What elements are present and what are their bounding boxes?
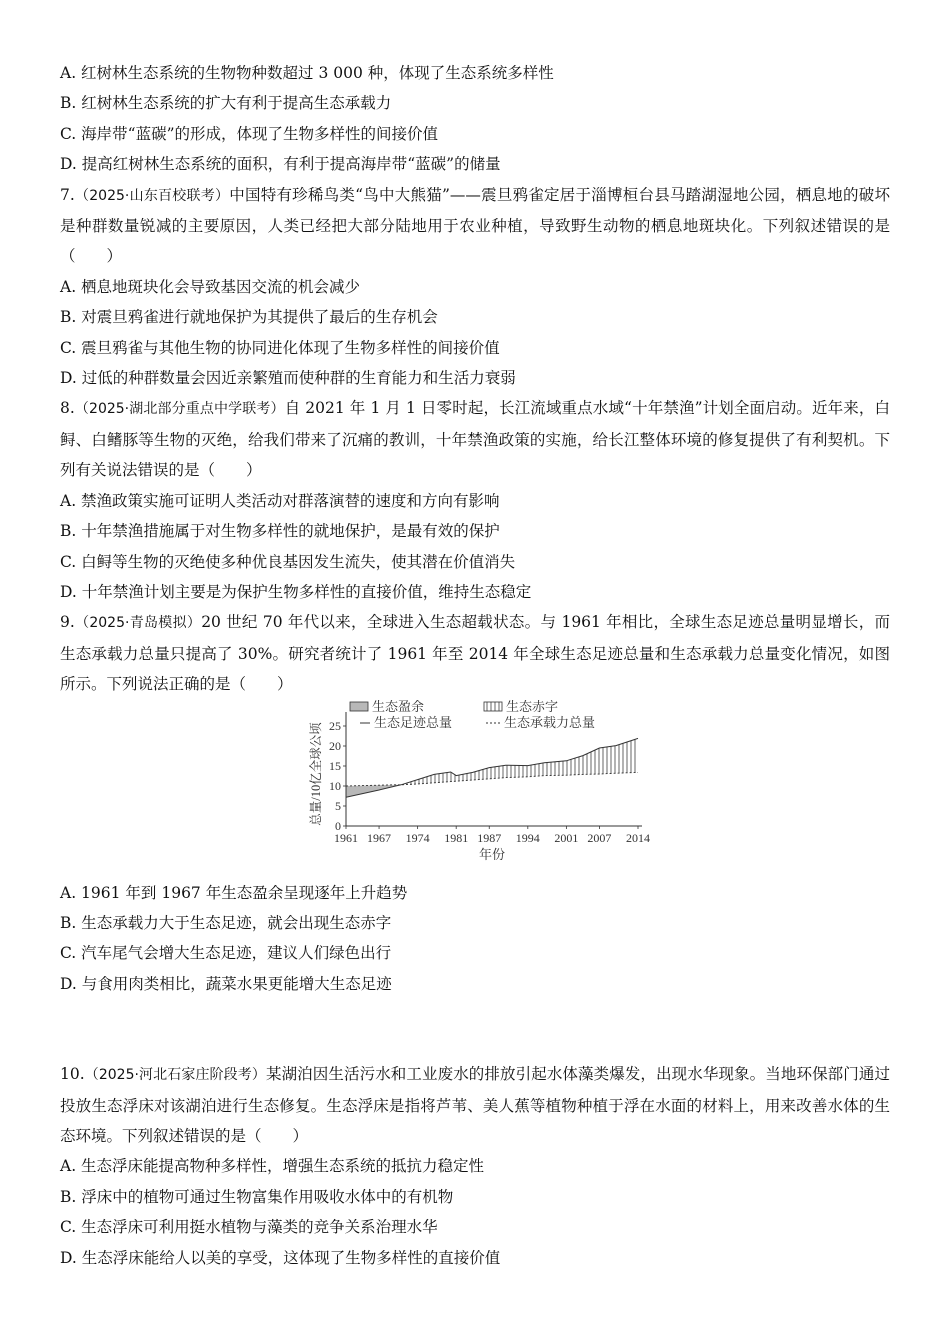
legend-surplus-swatch (350, 702, 368, 711)
deficit-area (401, 738, 638, 784)
option-8c: C. 白鲟等生物的灭绝使多种优良基因发生流失，使其潜在价值消失 (60, 552, 516, 571)
option-10c: C. 生态浮床可利用挺水植物与藻类的竞争关系治理水华 (60, 1218, 438, 1237)
question-7 (60, 180, 890, 394)
chart-plot (346, 738, 638, 797)
question-7-stem (60, 180, 890, 272)
chart-legend (350, 700, 595, 730)
option-7c: C. 震旦鸦雀与其他生物的协同进化体现了生物多样性的间接价值 (60, 338, 500, 357)
y-tick-label: 15 (329, 758, 341, 773)
legend-footprint-label: 生态足迹总量 (374, 714, 453, 730)
legend-deficit-label: 生态赤字 (506, 699, 559, 714)
question-9-source: （2025·青岛模拟） (74, 615, 202, 632)
question-10 (60, 1059, 890, 1273)
option-10d: D. 生态浮床能给人以美的享受，这体现了生物多样性的直接价值 (60, 1248, 501, 1267)
x-tick-label: 1987 (477, 830, 502, 845)
x-tick-label: 1967 (367, 830, 392, 845)
question-9 (60, 607, 890, 999)
option-6a: A. 红树林生态系统的生物物种数超过 3 000 种，体现了生态系统多样性 (60, 64, 554, 82)
y-tick-label: 10 (329, 778, 341, 793)
footprint-chart-figure (60, 700, 890, 878)
option-9d: D. 与食用肉类相比，蔬菜水果更能增大生态足迹 (60, 974, 392, 993)
question-8-stem (60, 393, 890, 485)
option-7a: A. 栖息地斑块化会导致基因交流的机会减少 (60, 277, 361, 296)
option-8d: D. 十年禁渔计划主要是为保护生物多样性的直接价值，维持生态稳定 (60, 582, 532, 601)
section-gap (60, 999, 890, 1059)
question-7-number: 7. (60, 185, 75, 204)
question-8 (60, 393, 890, 607)
y-tick-label: 20 (329, 738, 341, 753)
y-tick-label: 0 (335, 818, 341, 833)
footprint-chart (302, 700, 652, 872)
legend-deficit-swatch (484, 702, 502, 711)
x-tick-label: 1974 (405, 830, 430, 845)
legend-capacity-label: 生态承载力总量 (504, 714, 596, 730)
x-tick-label: 2007 (587, 830, 612, 845)
question-10-stem (60, 1059, 890, 1151)
option-6d: D. 提高红树林生态系统的面积，有利于提高海岸带“蓝碳”的储量 (60, 155, 501, 174)
question-10-text: 某湖泊因生活污水和工业废水的排放引起水体藻类爆发，出现水华现象。当地环保部门通过投放生态浮床对该湖泊进行生态修复。生态浮床是指将芦苇、美人蕉等植物种植于浮在水面的材料上，用来改善水体的生态环境。下列叙述错误的是（ ） (60, 1065, 890, 1145)
legend-surplus-label: 生态盈余 (372, 699, 425, 714)
x-axis-label: 年份 (478, 846, 506, 862)
option-9b: B. 生态承载力大于生态足迹，就会出现生态赤字 (60, 913, 392, 932)
option-7d: D. 过低的种群数量会因近亲繁殖而使种群的生育能力和生活力衰弱 (60, 369, 516, 388)
x-tick-label: 2014 (626, 830, 650, 845)
question-9-text: 20 世纪 70 年代以来，全球进入生态超载状态。与 1961 年相比，全球生态足迹总量明显增长，而生态承载力总量只提高了 30%。研究者统计了 1961 年至 2014 年全球生态足迹总量和生态承载力总量变化情况，如图所示。下列说法正确的是（ ） (60, 613, 890, 694)
question-8-source: （2025·湖北部分重点中学联考） (74, 401, 285, 418)
y-tick-label: 5 (335, 798, 341, 813)
x-tick-label: 2001 (554, 830, 579, 845)
x-tick-label: 1994 (515, 830, 540, 845)
question-8-number: 8. (60, 399, 75, 418)
x-tick-label: 1961 (334, 830, 358, 845)
option-10b: B. 浮床中的植物可通过生物富集作用吸收水体中的有机物 (60, 1187, 454, 1206)
question-10-number: 10. (60, 1065, 85, 1084)
question-7-text: 中国特有珍稀鸟类“鸟中大熊猫”——震旦鸦雀定居于淄博桓台县马踏湖湿地公园，栖息地的破坏是种群数量锐减的主要原因，人类已经把大部分陆地用于农业种植，导致野生动物的栖息地斑块化。下列叙述错误的是（ ） (60, 185, 890, 266)
question-9-number: 9. (60, 613, 75, 632)
y-tick-label: 25 (329, 718, 341, 733)
y-axis-label: 总量/10亿全球公顷 (309, 721, 323, 826)
option-9c: C. 汽车尾气会增大生态足迹，建议人们绿色出行 (60, 944, 392, 963)
question-10-source: （2025·河北石家庄阶段考） (84, 1067, 266, 1084)
option-8b: B. 十年禁渔措施属于对生物多样性的就地保护，是最有效的保护 (60, 522, 500, 541)
option-7b: B. 对震旦鸦雀进行就地保护为其提供了最后的生存机会 (60, 308, 438, 327)
question-8-text: 自 2021 年 1 月 1 日零时起，长江流域重点水域“十年禁渔”计划全面启动。近年来，白鲟、白鳍豚等生物的灭绝，给我们带来了沉痛的教训，十年禁渔政策的实施，给长江整体环境的修复提供了有利契机。下列有关说法错误的是（ ） (60, 399, 890, 480)
x-tick-label: 1981 (444, 830, 469, 845)
option-8a: A. 禁渔政策实施可证明人类活动对群落演替的速度和方向有影响 (60, 491, 500, 510)
question-9-stem (60, 607, 890, 699)
option-9a: A. 1961 年到 1967 年生态盈余呈现逐年上升趋势 (60, 883, 408, 902)
question-7-source: （2025·山东百校联考） (74, 187, 230, 204)
option-6b: B. 红树林生态系统的扩大有利于提高生态承载力 (60, 94, 392, 113)
option-10a: A. 生态浮床能提高物种多样性，增强生态系统的抵抗力稳定性 (60, 1157, 485, 1176)
question-6-options (60, 58, 890, 180)
option-6c: C. 海岸带“蓝碳”的形成，体现了生物多样性的间接价值 (60, 124, 439, 143)
worksheet-page (60, 58, 890, 1273)
